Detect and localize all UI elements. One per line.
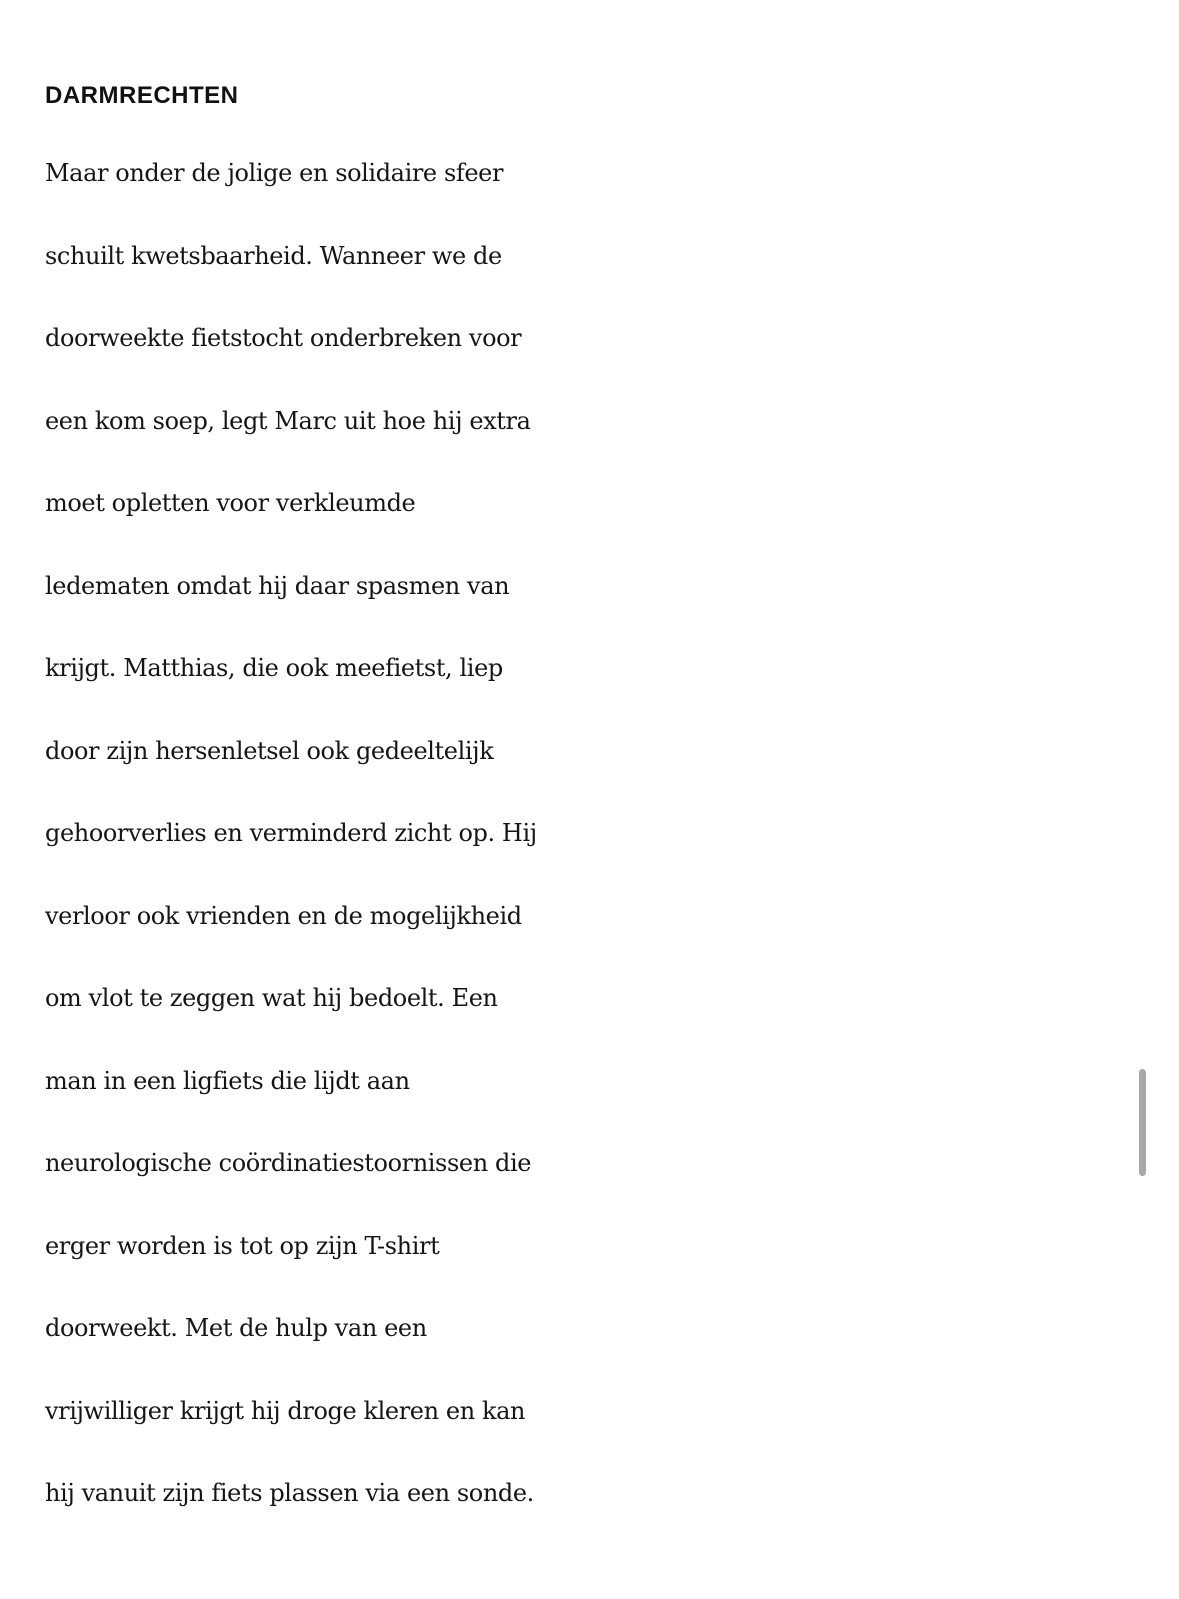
paragraph-line: ledematen omdat hij daar spasmen van [45,571,510,600]
section-heading: DARMRECHTEN [45,82,239,109]
paragraph-line: moet opletten voor verkleumde [45,489,416,517]
article [45,56,1155,1535]
paragraph-line: krijgt. Matthias, die ook meefietst, liep [45,654,503,682]
paragraph-line: doorweekte fietstocht onderbreken voor [45,324,522,352]
paragraph-line: doorweekt. Met de hulp van een [45,1314,427,1342]
paragraph-line: om vlot te zeggen wat hij bedoelt. Een [45,984,498,1012]
paragraph-line: erger worden is tot op zijn T-shirt [45,1231,440,1260]
paragraph-line: neurologische coördinatiestoornissen die [45,1149,532,1177]
paragraph-line: verloor ook vrienden en de mogelijkheid [45,901,522,930]
paragraph-line: een kom soep, legt Marc uit hoe hij extra [45,406,531,435]
vertical-scrollbar-thumb[interactable] [1139,1069,1146,1176]
paragraph-line: Maar onder de jolige en solidaire sfeer [45,159,504,187]
paragraph-line: schuilt kwetsbaarheid. Wanneer we de [45,241,502,270]
paragraph-line: hij vanuit zijn fiets plassen via een sonde. [45,1479,534,1507]
paragraph-line: man in een ligfiets die lijdt aan [45,1066,410,1095]
paragraph-line: vrijwilliger krijgt hij droge kleren en kan [45,1396,526,1425]
article-paragraph [45,132,1155,1535]
paragraph-line: door zijn hersenletsel ook gedeeltelijk [45,736,494,765]
paragraph-line: gehoorverlies en verminderd zicht op. Hij [45,819,537,847]
